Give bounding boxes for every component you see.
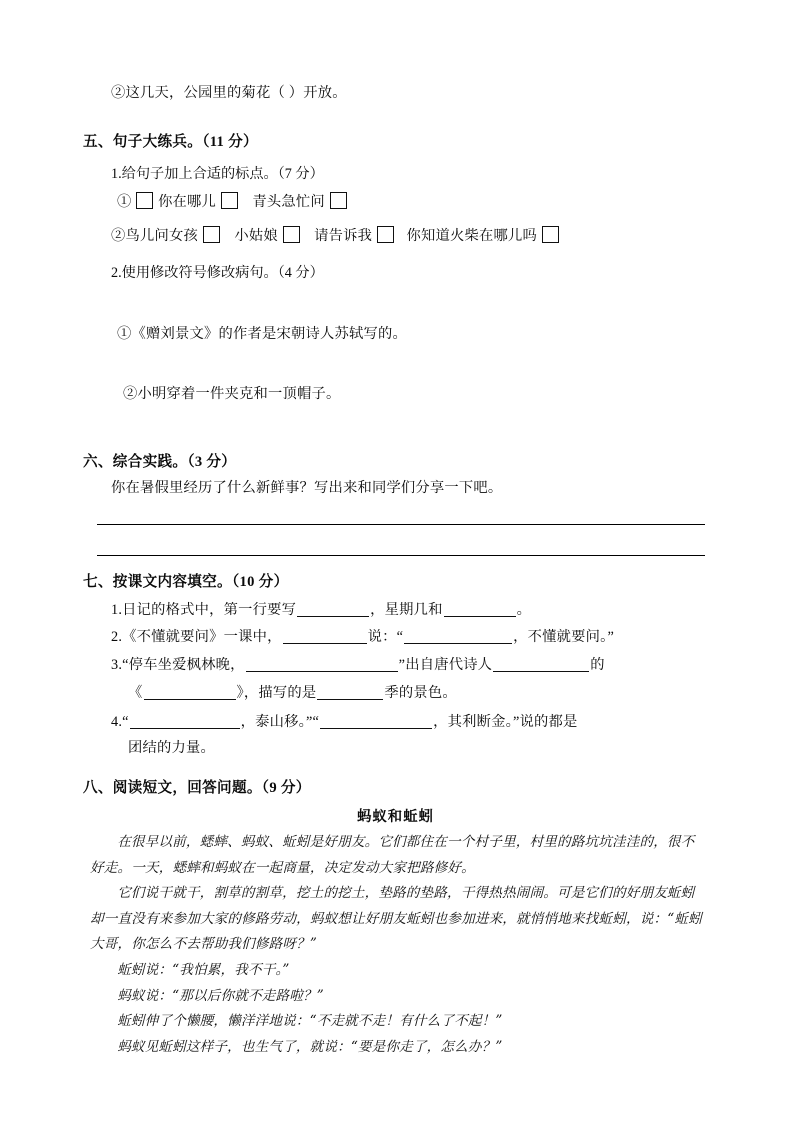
fill-item-4-t2: ，泰山移。”“ bbox=[240, 714, 320, 730]
fill-item-2-number: 2. bbox=[111, 629, 123, 645]
fill-item-3-l2-t1: 《 bbox=[128, 685, 143, 701]
fill-item-3-t1: “停车坐爱枫林晚， bbox=[122, 657, 245, 673]
carryover-item-2 bbox=[111, 86, 347, 100]
fill-item-1-number: 1. bbox=[111, 602, 123, 618]
punctuation-box[interactable] bbox=[136, 192, 153, 209]
passage-dialogue-4: 蚂蚁见蚯蚓这样子，也生气了，就说：“要是你走了，怎么办？” bbox=[117, 1038, 503, 1055]
fill-item-3-l2-t3: 季的景色。 bbox=[384, 685, 457, 701]
fill-item-4-line-1 bbox=[111, 713, 577, 729]
fill-item-2-t3: ，不懂就要问。” bbox=[513, 629, 615, 645]
fill-item-3-number: 3. bbox=[111, 657, 123, 673]
section-seven-heading: 七、按课文内容填空。（10 分） bbox=[83, 574, 289, 590]
section-five-q1-prompt: 1.给句子加上合适的标点。（7 分） bbox=[111, 166, 324, 182]
fill-item-1-t3: 。 bbox=[516, 602, 532, 618]
section-five-q2-prompt: 2.使用修改符号修改病句。（4 分） bbox=[111, 265, 324, 281]
sentence-2-seg-2: 小姑娘 bbox=[234, 228, 278, 244]
passage-title: 蚂蚁和蚯蚓 bbox=[357, 809, 434, 825]
item-marker-1: ① bbox=[117, 194, 132, 210]
fill-item-2-t2: 说：“ bbox=[367, 629, 404, 645]
fill-item-2-t1: 《不懂就要问》一课中， bbox=[122, 629, 282, 645]
fill-item-4-line-2: 团结的力量。 bbox=[128, 740, 215, 756]
carryover-item-2-text: ②这几天，公园里的菊花（ ）开放。 bbox=[111, 85, 347, 101]
fill-blank[interactable] bbox=[283, 628, 367, 644]
fill-blank[interactable] bbox=[297, 601, 369, 617]
fill-item-4-t3: ，其利断金。”说的都是 bbox=[433, 714, 578, 730]
punctuation-box[interactable] bbox=[330, 192, 347, 209]
passage-dialogue-3: 蚯蚓伸了个懒腰，懒洋洋地说：“不走就不走！有什么了不起！” bbox=[117, 1013, 503, 1030]
punctuation-box[interactable] bbox=[377, 226, 394, 243]
punctuation-box[interactable] bbox=[542, 226, 559, 243]
fill-item-1-t1: 日记的格式中，第一行要写 bbox=[122, 602, 297, 618]
passage-dialogue-1: 蚯蚓说：“我怕累，我不干。” bbox=[117, 961, 290, 978]
fill-blank[interactable] bbox=[444, 601, 516, 617]
sentence-2-seg-4: 你知道火柴在哪儿吗 bbox=[406, 228, 537, 244]
section-six-prompt: 你在暑假里经历了什么新鲜事？写出来和同学们分享一下吧。 bbox=[111, 480, 503, 496]
fill-item-1-t2: ，星期几和 bbox=[370, 602, 443, 618]
passage-paragraph-2: 它们说干就干，割草的割草，挖土的挖土，垫路的垫路，干得热热闹闹。可是它们的好朋友蚯蚓却一直没有来参加大家的修路劳动，蚂蚁想让好朋友蚯蚓也参加进来，就悄悄地来找蚯蚓，说：“蚯蚓大哥，你怎么不去帮助我们修路呀？” bbox=[90, 885, 702, 953]
punctuation-sentence-1 bbox=[117, 192, 348, 209]
fill-blank[interactable] bbox=[404, 628, 512, 644]
fill-item-4-number: 4. bbox=[111, 714, 123, 730]
fill-item-3-line-1 bbox=[111, 656, 605, 672]
punctuation-box[interactable] bbox=[203, 226, 220, 243]
passage-paragraph-1: 在很早以前，蟋蟀、蚂蚁、蚯蚓是好朋友。它们都住在一个村子里，村里的路坑坑洼洼的，很不好走。一天，蟋蟀和蚂蚁在一起商量，决定发动大家把路修好。 bbox=[90, 834, 695, 876]
answer-rule-2[interactable] bbox=[97, 555, 705, 556]
punctuation-box[interactable] bbox=[221, 192, 238, 209]
fill-item-3-line-2 bbox=[128, 684, 457, 700]
fill-blank[interactable] bbox=[493, 656, 589, 672]
sentence-2-seg-3: 请告诉我 bbox=[314, 228, 373, 244]
fill-blank[interactable] bbox=[317, 684, 383, 700]
sentence-2-seg-1: 鸟儿问女孩 bbox=[125, 228, 198, 244]
fill-blank[interactable] bbox=[144, 684, 236, 700]
fill-item-4-t1: “ bbox=[122, 714, 129, 730]
section-eight-heading: 八、阅读短文，回答问题。（9 分） bbox=[83, 780, 311, 796]
sentence-2-marker: ② bbox=[111, 228, 126, 244]
fill-item-3-l2-t2: 》，描写的是 bbox=[236, 685, 317, 701]
fill-item-1 bbox=[111, 601, 531, 617]
passage-body bbox=[90, 830, 708, 1060]
punctuation-box[interactable] bbox=[283, 226, 300, 243]
passage-dialogue-2: 蚂蚁说：“那以后你就不走路啦？” bbox=[117, 987, 324, 1004]
bingju-item-1: ①《赠刘景文》的作者是宋朝诗人苏轼写的。 bbox=[117, 326, 407, 342]
fill-item-2 bbox=[111, 628, 614, 644]
punctuation-sentence-2 bbox=[111, 226, 560, 243]
sentence-1-seg-1: 你在哪儿 bbox=[158, 194, 217, 210]
fill-item-3-t3: 的 bbox=[590, 657, 605, 673]
bingju-item-2: ②小明穿着一件夹克和一顶帽子。 bbox=[123, 386, 341, 402]
fill-blank[interactable] bbox=[246, 656, 398, 672]
sentence-1-seg-2: 青头急忙问 bbox=[252, 194, 325, 210]
section-five-heading: 五、句子大练兵。（11 分） bbox=[83, 134, 258, 150]
section-six-heading: 六、综合实践。（3 分） bbox=[83, 454, 237, 470]
fill-blank[interactable] bbox=[130, 713, 240, 729]
answer-rule-1[interactable] bbox=[97, 524, 705, 525]
fill-item-3-t2: ”出自唐代诗人 bbox=[398, 657, 493, 673]
fill-blank[interactable] bbox=[320, 713, 432, 729]
